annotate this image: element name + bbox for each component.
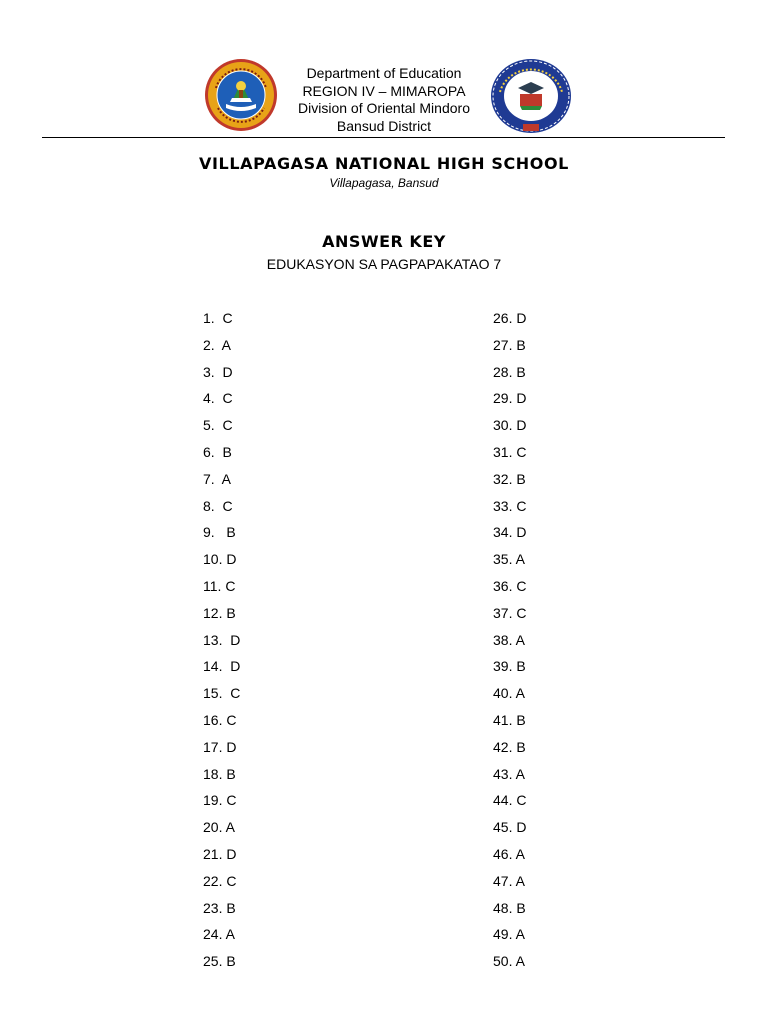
answer-item: 46. A — [493, 845, 525, 862]
deped-oriental-mindoro-seal-icon — [204, 58, 278, 132]
answer-item: 47. A — [493, 872, 525, 889]
answer-item: 42. B — [493, 738, 526, 755]
answer-item: 30. D — [493, 417, 527, 434]
region-name: REGION IV – MIMAROPA — [302, 82, 466, 99]
answer-item: 20. A — [203, 819, 235, 836]
answer-item: 10. D — [203, 551, 237, 568]
answer-item: 15. C — [203, 685, 241, 702]
answer-item: 16. C — [203, 711, 237, 728]
answer-item: 50. A — [493, 953, 525, 970]
villapagasa-nhs-seal-icon — [490, 58, 572, 134]
answer-item: 19. C — [203, 792, 237, 809]
answer-item: 23. B — [203, 899, 236, 916]
answer-item: 22. C — [203, 872, 237, 889]
answer-item: 36. C — [493, 577, 527, 594]
answer-item: 43. A — [493, 765, 525, 782]
answer-item: 37. C — [493, 604, 527, 621]
answer-item: 25. B — [203, 953, 236, 970]
answer-item: 31. C — [493, 443, 527, 460]
answer-item: 38. A — [493, 631, 525, 648]
answer-item: 14. D — [203, 658, 241, 675]
answer-item: 6. B — [203, 443, 232, 460]
answers-column-left — [203, 308, 240, 978]
document-title: ANSWER KEY — [322, 232, 446, 251]
answer-item: 48. B — [493, 899, 526, 916]
answer-item: 44. C — [493, 792, 527, 809]
answer-item: 35. A — [493, 551, 525, 568]
answer-item: 7. A — [203, 470, 232, 487]
answer-item: 5. C — [203, 417, 233, 434]
answer-item: 13. D — [203, 631, 241, 648]
document-subtitle: EDUKASYON SA PAGPAPAKATAO 7 — [266, 256, 502, 272]
answer-item: 9. B — [203, 524, 236, 541]
answer-item: 34. D — [493, 524, 527, 541]
header-divider — [42, 137, 725, 138]
answer-item: 4. C — [203, 390, 233, 407]
answer-item: 3. D — [203, 363, 233, 380]
answer-item: 29. D — [493, 390, 527, 407]
letterhead — [0, 56, 768, 136]
district-name: Bansud District — [336, 117, 432, 134]
school-location: Villapagasa, Bansud — [329, 176, 439, 190]
answer-item: 12. B — [203, 604, 236, 621]
answer-item: 28. B — [493, 363, 526, 380]
answer-item: 26. D — [493, 310, 527, 326]
answer-item: 49. A — [493, 926, 525, 943]
answer-item: 21. D — [203, 845, 237, 862]
answer-item: 24. A — [203, 926, 235, 943]
answer-item: 40. A — [493, 685, 525, 702]
division-name: Division of Oriental Mindoro — [298, 100, 470, 116]
answer-item: 32. B — [493, 470, 526, 487]
department-name: Department of Education — [306, 65, 462, 81]
department-info — [284, 65, 484, 135]
answer-item: 33. C — [493, 497, 527, 514]
answer-item: 8. C — [203, 497, 233, 514]
answer-item: 1. C — [203, 310, 233, 326]
answers-column-right — [493, 308, 526, 978]
answer-item: 11. C — [203, 577, 236, 594]
school-name: VILLAPAGASA NATIONAL HIGH SCHOOL — [199, 154, 569, 173]
answer-item: 27. B — [493, 336, 526, 353]
answer-item: 17. D — [203, 738, 237, 755]
answer-item: 18. B — [203, 765, 236, 782]
answer-item: 45. D — [493, 819, 527, 836]
answer-item: 41. B — [493, 711, 526, 728]
answer-item: 2. A — [203, 336, 232, 353]
answer-item: 39. B — [493, 658, 526, 675]
